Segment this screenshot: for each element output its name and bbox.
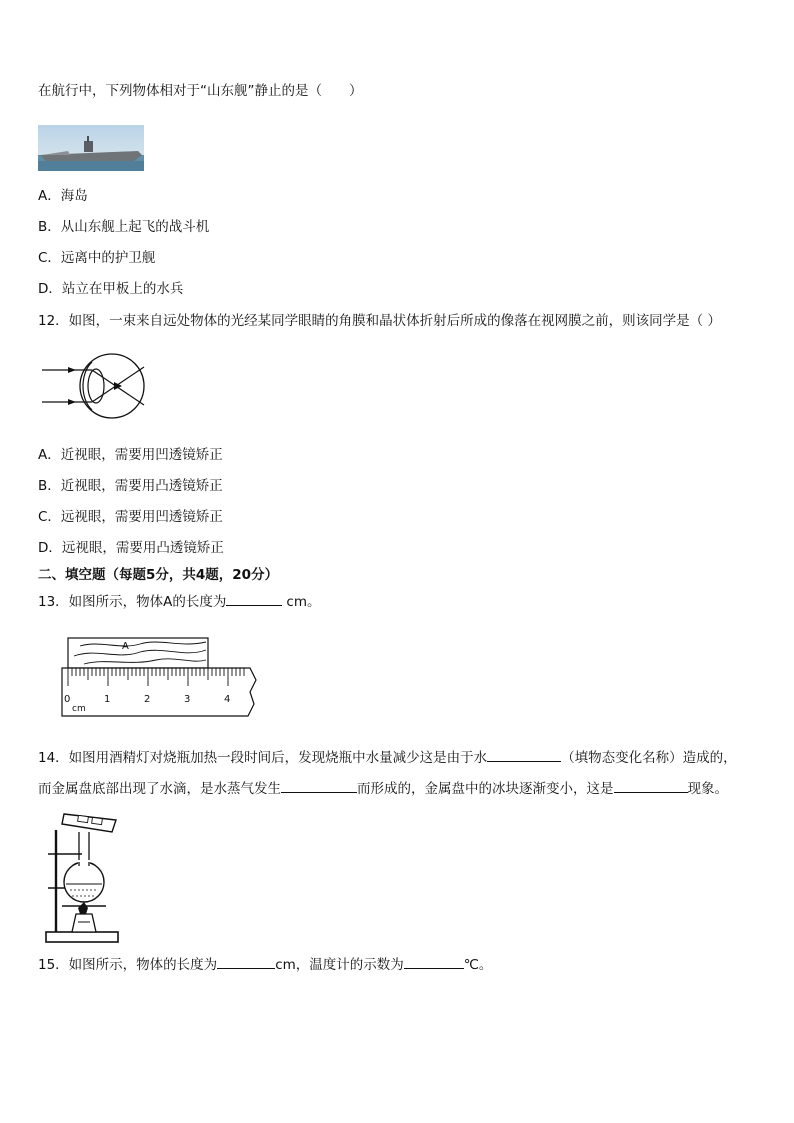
- section-heading: 二、填空题（每题5分，共4题，20分）: [38, 567, 279, 583]
- q15-prefix: 15．如图所示，物体的长度为: [38, 957, 218, 973]
- ruler-tick-0: 0: [64, 694, 71, 705]
- ruler-svg: [60, 636, 260, 720]
- q14-line2-a: 而金属盘底部出现了水滴，是水蒸气发生: [38, 781, 281, 797]
- q11-option-d: D．站立在甲板上的水兵: [38, 281, 184, 297]
- q13-answer-blank: [226, 593, 282, 606]
- q15-blank-temperature: [404, 956, 464, 969]
- q13-prefix: 13．如图所示，物体A的长度为: [38, 594, 227, 610]
- q14-line1-suffix: （填物态变化名称）造成的，: [561, 750, 737, 766]
- ruler-tick-1: 1: [104, 694, 111, 705]
- q11-stem: 在航行中，下列物体相对于“山东舰”静止的是（ ）: [38, 83, 363, 99]
- ruler-tick-2: 2: [144, 694, 151, 705]
- q14-blank-2: [281, 780, 357, 793]
- q14-line2-c: 现象。: [687, 781, 728, 797]
- q14-blank-1: [487, 749, 561, 762]
- object-label-a: A: [122, 641, 129, 652]
- q15-blank-length: [217, 956, 275, 969]
- aircraft-carrier-image: [38, 125, 144, 171]
- q11-option-a: A．海岛: [38, 188, 88, 204]
- q12-stem: 12．如图，一束来自远处物体的光经某同学眼睛的角膜和晶状体折射后所成的像落在视网膜之前，则该同学是（ ）: [38, 313, 721, 329]
- q14-blank-3: [614, 780, 688, 793]
- q13-suffix: cm。: [286, 594, 321, 610]
- q15-suffix: ℃。: [463, 957, 493, 973]
- ruler-tick-3: 3: [184, 694, 191, 705]
- q14-line2-b: 而形成的，金属盘中的冰块逐渐变小，这是: [357, 781, 614, 797]
- q14-line-2: [38, 780, 728, 798]
- q15-line: [38, 956, 492, 974]
- ruler-tick-4: 4: [224, 694, 231, 705]
- q15-mid: cm，温度计的示数为: [275, 957, 404, 973]
- q11-option-b: B．从山东舰上起飞的战斗机: [38, 219, 210, 235]
- q12-option-c: C．远视眼，需要用凹透镜矫正: [38, 509, 223, 525]
- q12-option-a: A．近视眼，需要用凹透镜矫正: [38, 447, 223, 463]
- ruler-unit: cm: [72, 704, 86, 714]
- q11-option-c: C．远离中的护卫舰: [38, 250, 156, 266]
- q12-option-d: D．远视眼，需要用凸透镜矫正: [38, 540, 224, 556]
- ruler-figure: [60, 636, 260, 720]
- q14-line-1: [38, 749, 737, 767]
- q14-line1-prefix: 14．如图用酒精灯对烧瓶加热一段时间后，发现烧瓶中水量减少这是由于水: [38, 750, 488, 766]
- eye-diagram: [40, 345, 150, 427]
- flask-apparatus-figure: [42, 810, 124, 946]
- q12-option-b: B．近视眼，需要用凸透镜矫正: [38, 478, 223, 494]
- q13-line: [38, 593, 321, 611]
